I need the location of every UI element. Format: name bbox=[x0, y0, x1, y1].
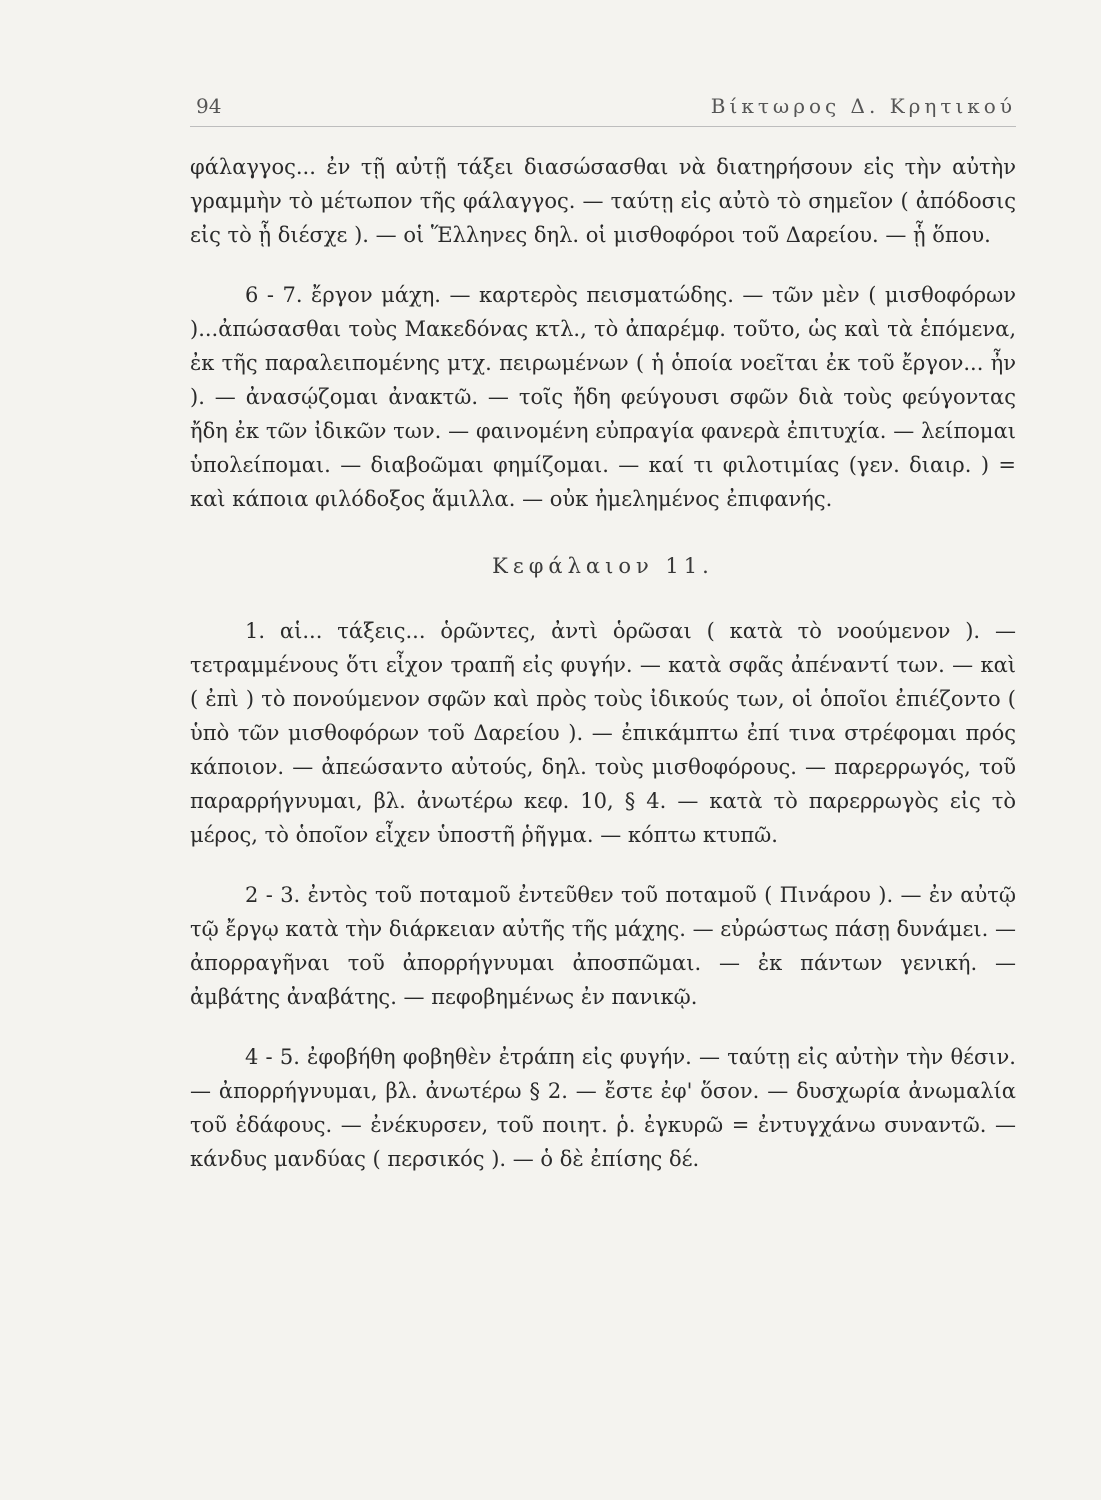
commentary-paragraph: 1. αἱ... τάξεις... ὁρῶντες, ἀντὶ ὁρῶσαι ( κατὰ τὸ νοούμενον ). — τετραμμένους ὅτι εἶχον τραπῆ εἰς φυγήν. — κατὰ σφᾶς ἀπέναντί των. — καὶ ( ἐπὶ ) τὸ πονούμενον σφῶν καὶ πρὸς τοὺς ἰδικούς των, οἱ ὁποῖοι ἐπιέζοντο ( ὑπὸ τῶν μισθοφόρων τοῦ Δαρείου ). — ἐπικάμπτω ἐπί τινα στρέφομαι πρός κάποιον. — ἀπεώσαντο αὐτούς, δηλ. τοὺς μισθοφόρους. — παρερρωγός, τοῦ παραρρήγνυμαι, βλ. ἀνωτέρω κεφ. 10, § 4. — κατὰ τὸ παρερρωγὸς εἰς τὸ μέρος, τὸ ὁποῖον εἶχεν ὑποστῆ ῥῆγμα. — κόπτω κτυπῶ. bbox=[190, 619, 1016, 847]
running-head: Βίκτωρος Δ. Κρητικού bbox=[710, 94, 1016, 118]
page-number: 94 bbox=[196, 94, 222, 118]
commentary-paragraph: 4 - 5. ἐφοβήθη φοβηθὲν ἐτράπη εἰς φυγήν. — ταύτῃ εἰς αὐτὴν τὴν θέσιν. — ἀπορρήγνυμαι, βλ. ἀνωτέρω § 2. — ἔστε ἐφ' ὅσον. — δυσχωρία ἀνωμαλία τοῦ ἐδάφους. — ἐνέκυρσεν, τοῦ ποιητ. ῥ. ἐγκυρῶ = ἐντυγχάνω συναντῶ. — κάνδυς μανδύας ( περσικός ). — ὁ δὲ ἐπίσης δέ. bbox=[190, 1045, 1016, 1171]
page-body bbox=[190, 150, 1016, 1176]
page-header bbox=[190, 90, 1016, 127]
chapter-heading: Κεφάλαιον 11. bbox=[492, 554, 714, 578]
commentary-paragraph: φάλαγγος... ἐν τῇ αὐτῇ τάξει διασώσασθαι νὰ διατηρήσουν εἰς τὴν αὐτὴν γραμμὴν τὸ μέτωπον τῆς φάλαγγος. — ταύτῃ εἰς αὐτὸ τὸ σημεῖον ( ἀπόδοσις εἰς τὸ ᾗ διέσχε ). — οἱ Ἕλληνες δηλ. οἱ μισθοφόροι τοῦ Δαρείου. — ᾗ ὅπου. bbox=[190, 155, 1016, 247]
commentary-paragraph: 2 - 3. ἐντὸς τοῦ ποταμοῦ ἐντεῦθεν τοῦ ποταμοῦ ( Πινάρου ). — ἐν αὐτῷ τῷ ἔργῳ κατὰ τὴν διάρκειαν αὐτῆς τῆς μάχης. — εὐρώστως πάσῃ δυνάμει. — ἀπορραγῆναι τοῦ ἀπορρήγνυμαι ἀποσπῶμαι. — ἐκ πάντων γενική. — ἀμβάτης ἀναβάτης. — πεφοβημένως ἐν πανικῷ. bbox=[190, 883, 1016, 1009]
commentary-paragraph: 6 - 7. ἔργον μάχη. — καρτερὸς πεισματώδης. — τῶν μὲν ( μισθοφόρων )...ἀπώσασθαι τοὺς Μακεδόνας κτλ., τὸ ἀπαρέμφ. τοῦτο, ὡς καὶ τὰ ἑπόμενα, ἐκ τῆς παραλειπομένης μτχ. πειρωμένων ( ἡ ὁποία νοεῖται ἐκ τοῦ ἔργον... ἦν ). — ἀνασῴζομαι ἀνακτῶ. — τοῖς ἤδη φεύγουσι σφῶν διὰ τοὺς φεύγοντας ἤδη ἐκ τῶν ἰδικῶν των. — φαινομένη εὐπραγία φανερὰ ἐπιτυχία. — λείπομαι ὑπολείπομαι. — διαβοῶμαι φημίζομαι. — καί τι φιλοτιμίας (γεν. διαιρ. ) = καὶ κάποια φιλόδοξος ἅμιλλα. — οὐκ ἠμελημένος ἐπιφανής. bbox=[190, 283, 1016, 511]
